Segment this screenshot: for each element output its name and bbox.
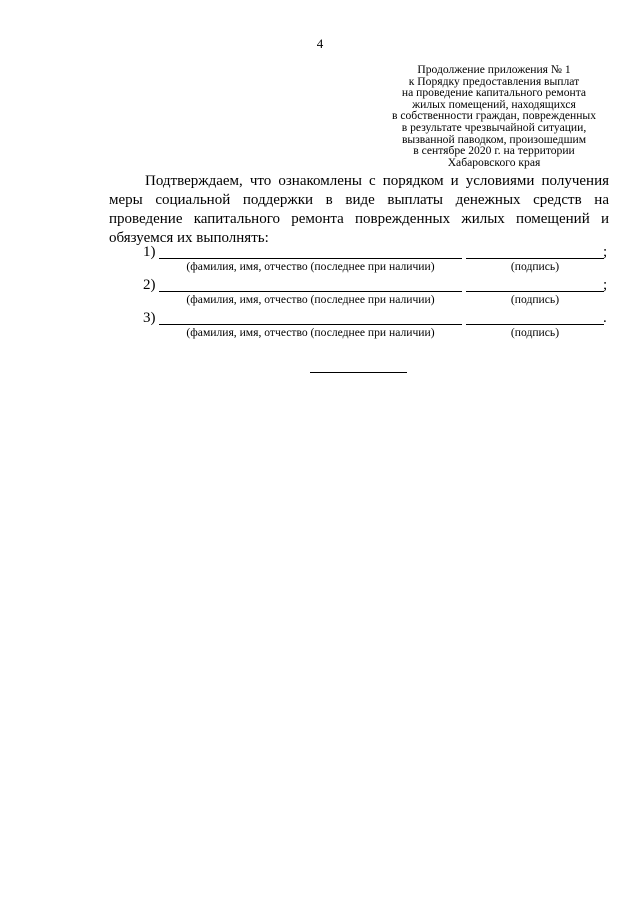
name-line [159,324,462,325]
confirmation-paragraph: Подтверждаем, что ознакомлены с порядком и условиями получения меры социальной поддержки в виде выплаты денежных средств на проведение капитального ремонта поврежденных жилых помещений и обязуемся их выполнять: [109,173,609,246]
end-divider [310,372,407,373]
signature-row-3 [0,309,640,343]
signature-caption: (подпись) [510,293,560,306]
appendix-header [372,64,616,168]
signature-row-1 [0,243,640,277]
header-line: жилых помещений, находящихся [412,97,576,111]
signature-line [466,258,604,259]
page-number: 4 [316,36,324,51]
header-line: вызванной паводком, произошедшим [401,132,587,146]
header-line: в сентябре 2020 г. на территории [413,144,575,158]
name-caption: (фамилия, имя, отчество (последнее при наличии) [186,260,435,273]
signature-number: 1) [143,244,156,260]
row-end-mark: ; [603,244,608,260]
name-caption: (фамилия, имя, отчество (последнее при наличии) [186,293,435,306]
header-line: Продолжение приложения № 1 [417,63,571,76]
header-line: на проведение капитального ремонта [401,86,587,100]
header-line: Хабаровского края [447,155,541,169]
signature-caption: (подпись) [510,260,560,273]
signature-row-2 [0,276,640,310]
name-caption: (фамилия, имя, отчество (последнее при наличии) [186,326,435,339]
signature-number: 3) [143,310,156,326]
name-line [159,291,462,292]
header-line: к Порядку предоставления выплат [408,74,580,88]
signature-caption: (подпись) [510,326,560,339]
header-line: в результате чрезвычайной ситуации, [401,120,587,134]
row-end-mark: . [603,310,607,326]
signature-line [466,291,604,292]
signature-line [466,324,604,325]
row-end-mark: ; [603,277,608,293]
name-line [159,258,462,259]
header-line: в собственности граждан, поврежденных [391,109,596,123]
signature-number: 2) [143,277,156,293]
